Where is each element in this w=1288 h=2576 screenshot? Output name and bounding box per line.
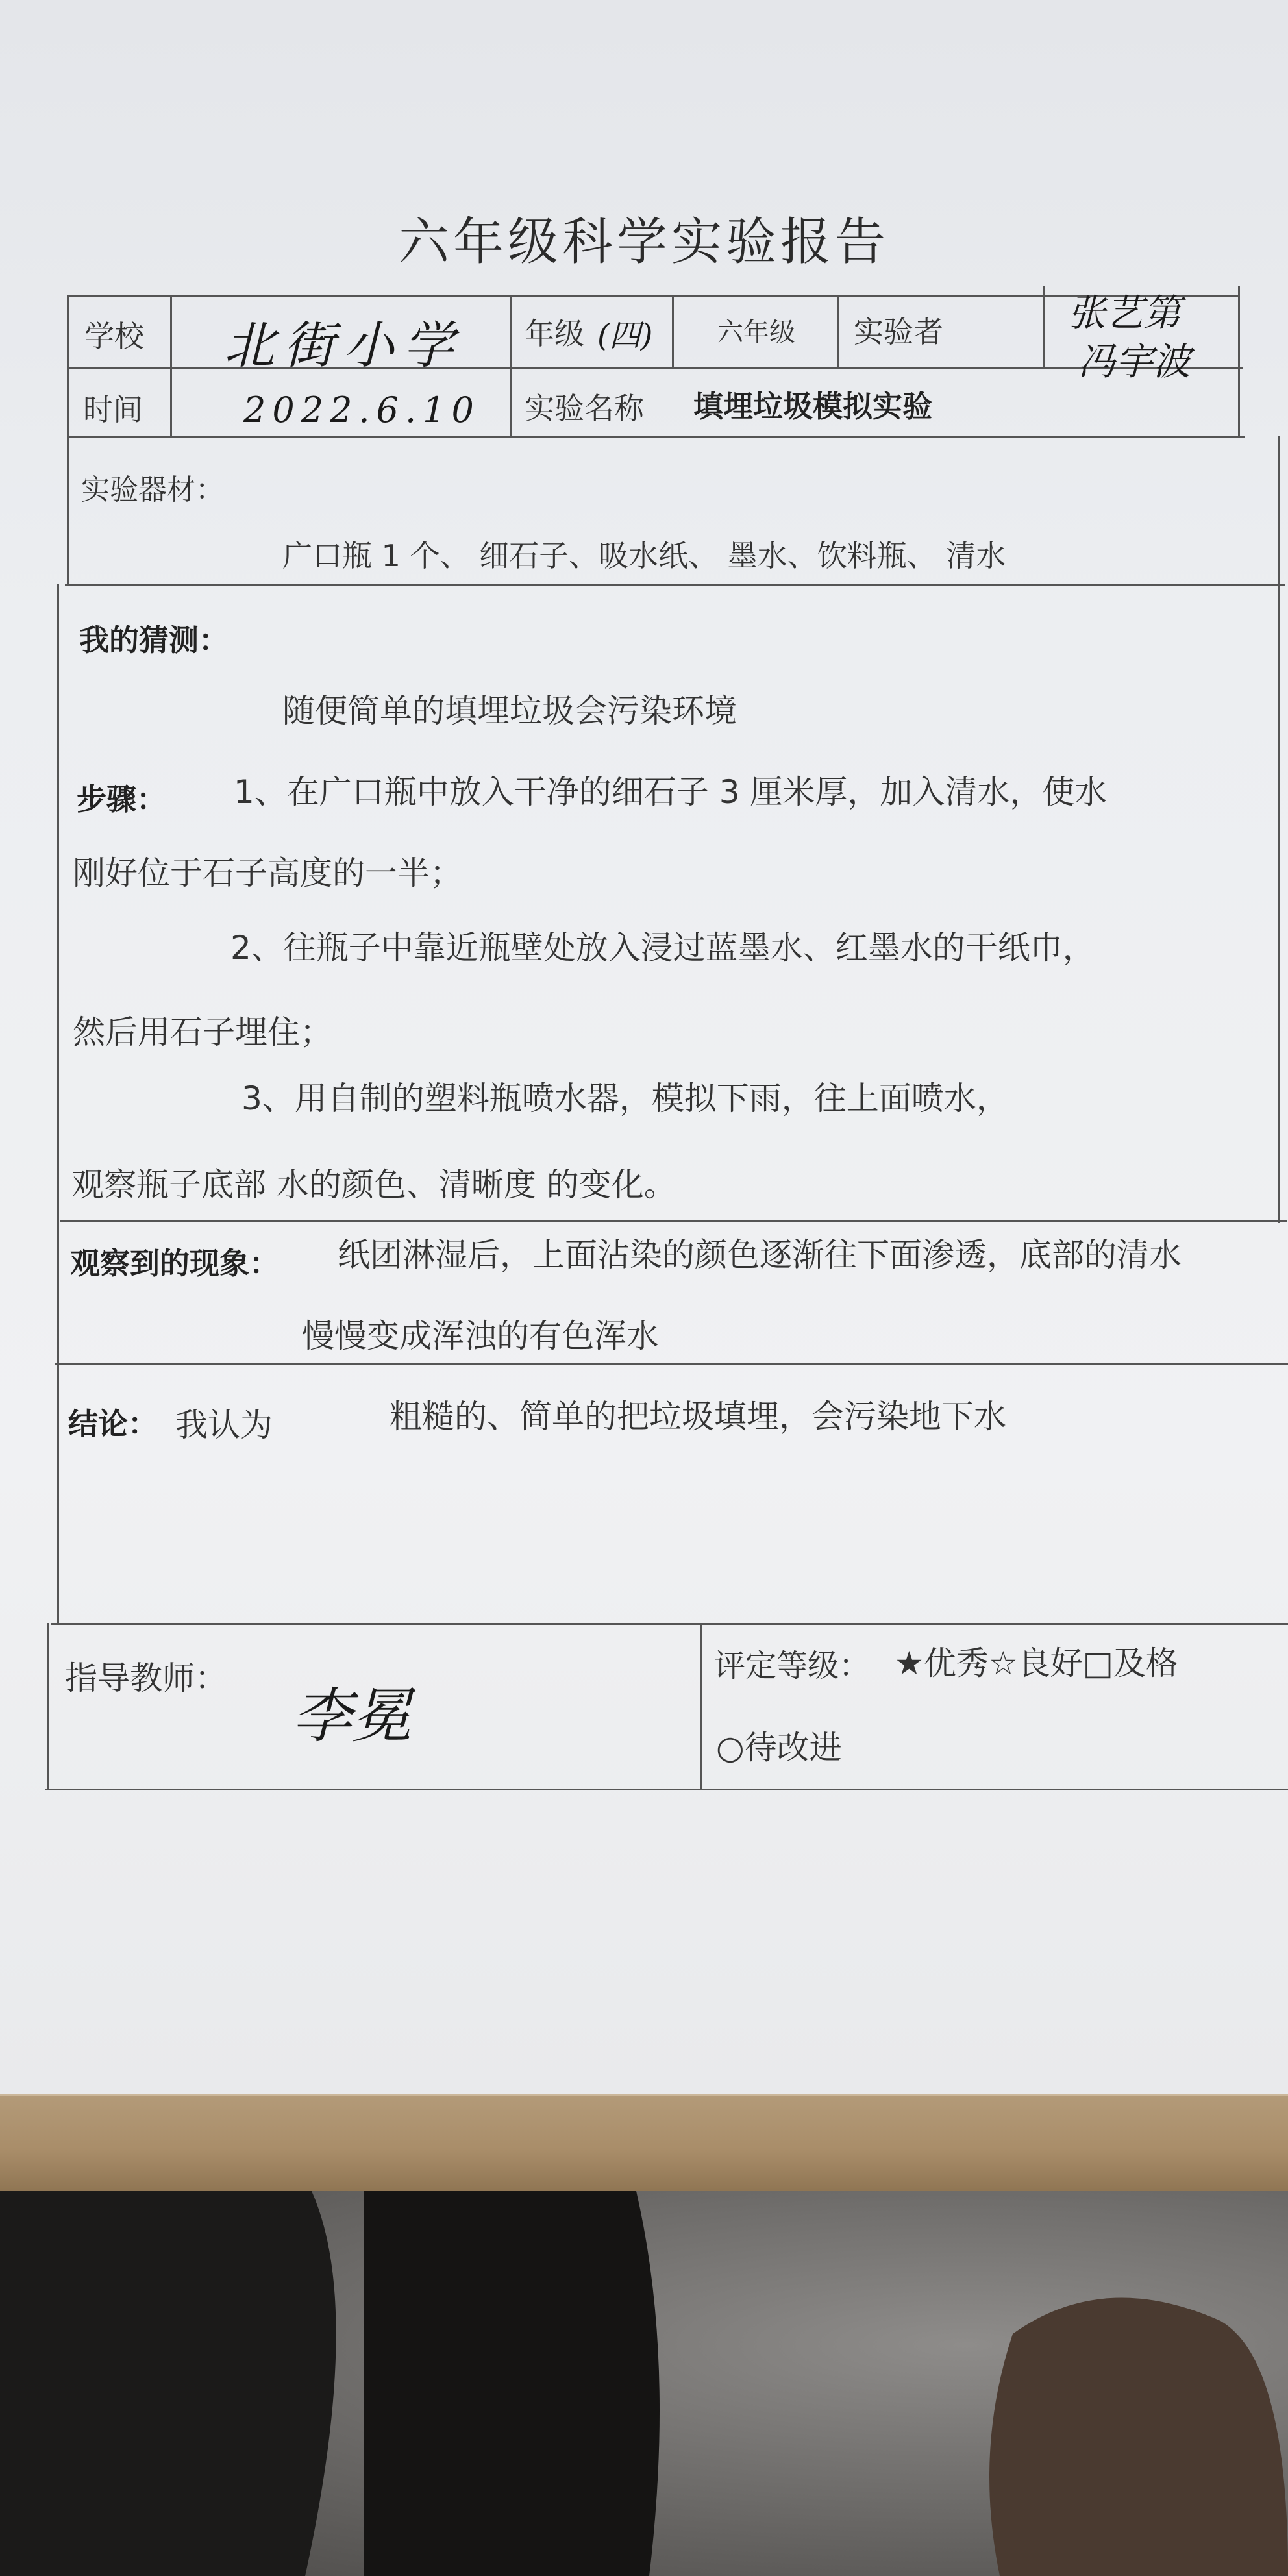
guess-value: 随便简单的填埋垃圾会污染环境	[282, 692, 737, 730]
class-value: (四)	[597, 317, 653, 354]
date-value: 2022.6.10	[243, 390, 480, 430]
table-border-top	[68, 295, 1240, 297]
step-line: 然后用石子埋住；	[73, 1013, 332, 1051]
school-label: 学校	[84, 319, 144, 354]
table-row-divider	[67, 436, 1245, 438]
table-section-divider	[60, 1220, 1287, 1222]
grade-label: 年级	[525, 316, 584, 351]
observation-line: 纸团淋湿后，上面沾染的颜色逐渐往下面渗透，底部的清水	[338, 1236, 1182, 1274]
step-line: 1、在广口瓶中放入干净的细石子 3 厘米厚，加入清水，使水	[234, 773, 1108, 811]
rating-options: ★优秀☆良好□及格	[895, 1644, 1178, 1682]
table-border-right	[1278, 436, 1280, 1223]
time-label: 时间	[83, 392, 143, 427]
header-col-divider	[1043, 286, 1045, 369]
table-border-left	[57, 584, 59, 1625]
equipment-label: 实验器材：	[81, 473, 224, 506]
conclusion-value: 粗糙的、简单的把垃圾填埋，会污染地下水	[390, 1398, 1006, 1435]
guess-label: 我的猜测：	[79, 623, 229, 658]
report-title: 六年级科学实验报告	[398, 213, 889, 271]
conclusion-label: 结论：	[68, 1406, 158, 1441]
table-section-divider	[65, 584, 1285, 586]
experimenter-value-2: 冯宇波	[1078, 340, 1191, 384]
background-legs	[0, 2191, 1288, 2576]
conclusion-prefix: 我认为	[175, 1406, 273, 1444]
experiment-name-value: 填埋垃圾模拟实验	[693, 389, 932, 424]
step-line: 观察瓶子底部 水的颜色、清晰度 的变化。	[71, 1166, 676, 1204]
table-border-right	[1238, 286, 1240, 438]
experiment-name-label: 实验名称	[525, 391, 644, 426]
table-section-divider	[51, 1623, 1288, 1625]
observation-line: 慢慢变成浑浊的有色浑水	[302, 1317, 659, 1355]
header-col-divider	[170, 295, 172, 438]
desk-edge	[0, 2094, 1288, 2194]
observation-label: 观察到的现象：	[70, 1246, 279, 1281]
footer-col-divider	[700, 1623, 702, 1790]
step-line: 3、用自制的塑料瓶喷水器，模拟下雨，往上面喷水，	[242, 1080, 1009, 1117]
teacher-signature: 李冕	[292, 1681, 412, 1751]
teacher-label: 指导教师：	[65, 1659, 227, 1697]
school-value: 北街小学	[224, 317, 464, 375]
step-line: 2、往瓶子中靠近瓶壁处放入浸过蓝墨水、红墨水的干纸巾，	[230, 929, 1095, 967]
grade-value: 六年级	[717, 317, 795, 347]
table-border-left	[67, 295, 69, 586]
table-border-left	[47, 1623, 49, 1790]
steps-label: 步骤：	[77, 782, 166, 817]
experimenter-value-1: 张艺第	[1068, 291, 1182, 335]
table-section-divider	[55, 1363, 1288, 1365]
experimenter-label: 实验者	[854, 314, 943, 349]
step-line: 刚好位于石子高度的一半；	[73, 854, 462, 892]
header-col-divider	[837, 295, 839, 369]
equipment-value: 广口瓶 1 个、 细石子、吸水纸、 墨水、饮料瓶、 清水	[282, 538, 1006, 573]
rating-options-2: ○待改进	[716, 1729, 842, 1766]
table-border-bottom	[45, 1789, 1288, 1790]
header-col-divider	[672, 295, 674, 369]
header-col-divider	[510, 295, 512, 438]
rating-label: 评定等级：	[714, 1648, 871, 1684]
